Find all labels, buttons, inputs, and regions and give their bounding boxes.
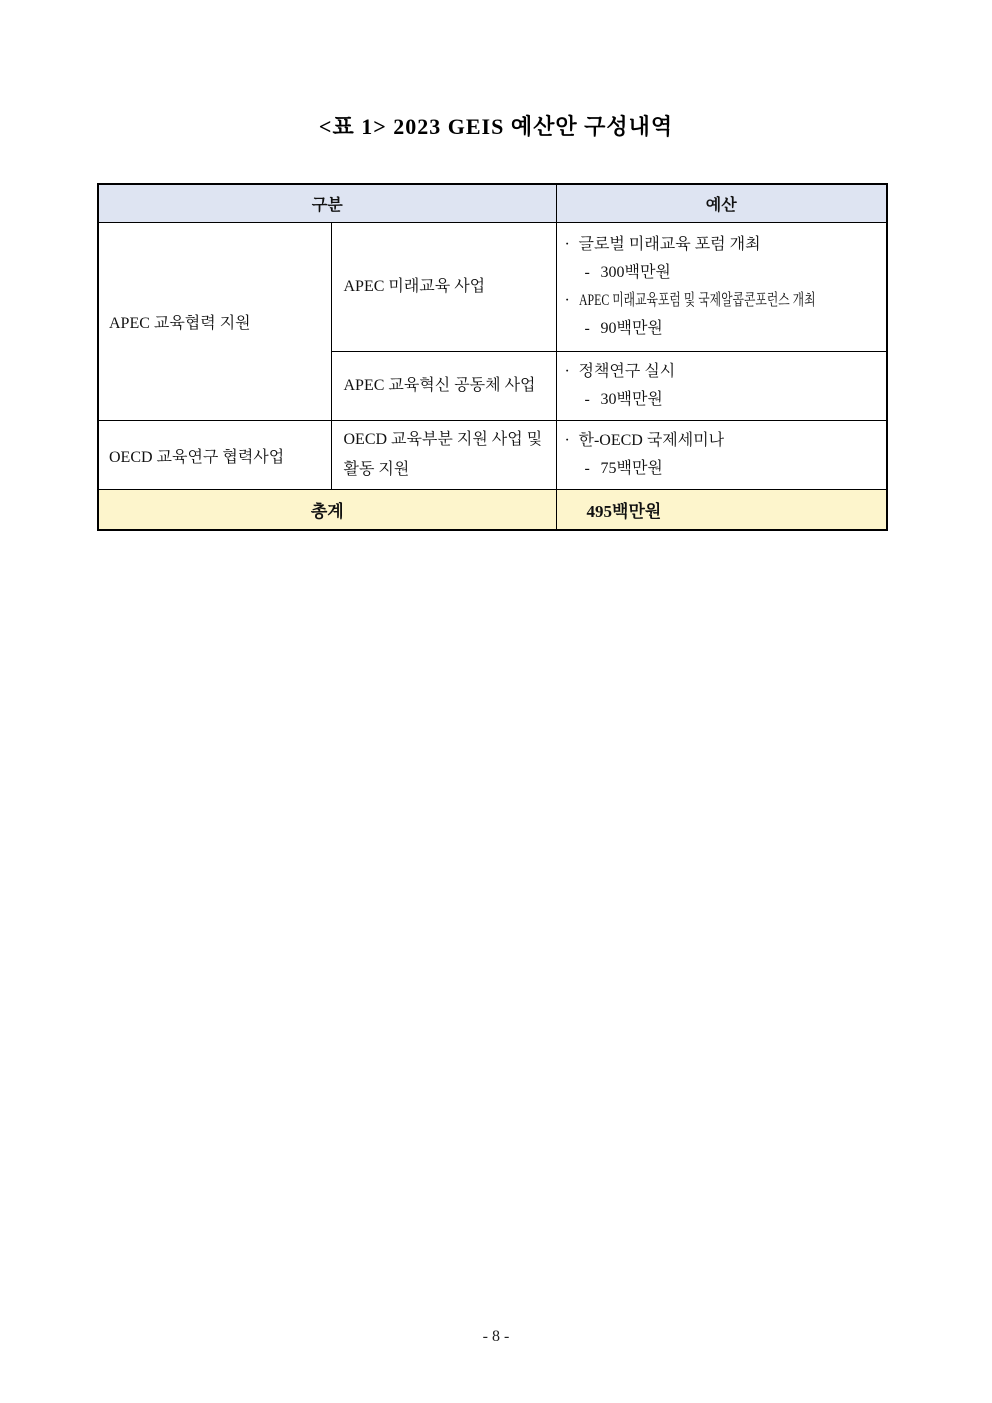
header-budget: 예산 (556, 184, 887, 223)
budget-cell-apec-future-edu (556, 223, 887, 352)
table-caption: <표 1> 2023 GEIS 예산안 구성내역 (318, 114, 674, 139)
budget-line-text: 글로벌 미래교육 포럼 개최 (578, 236, 761, 253)
budget-cell-apec-innovation (556, 352, 887, 421)
bullet-marker: · (564, 432, 570, 449)
budget-line (565, 287, 885, 315)
page-number: - 8 - (482, 1328, 510, 1345)
budget-line-text: 한-OECD 국제세미나 (578, 432, 725, 449)
budget-line (565, 358, 885, 386)
budget-line-text: 30백만원 (600, 391, 663, 408)
dash-marker: - (584, 320, 590, 337)
bullet-marker: · (564, 236, 570, 253)
group-cell-oecd: OECD 교육연구 협력사업 (98, 421, 331, 490)
budget-line (565, 386, 885, 414)
dash-marker: - (584, 460, 590, 477)
program-cell-apec-innovation: APEC 교육혁신 공동체 사업 (331, 352, 556, 421)
bullet-marker: · (564, 292, 570, 309)
budget-line-text: 90백만원 (600, 320, 663, 337)
table-row (98, 421, 887, 490)
budget-line (565, 315, 885, 343)
budget-line (565, 231, 885, 259)
budget-line-text: 정책연구 실시 (578, 363, 676, 380)
budget-line (565, 455, 885, 483)
total-label: 총계 (98, 490, 556, 531)
table-row (98, 223, 887, 352)
budget-line (565, 427, 885, 455)
dash-marker: - (584, 391, 590, 408)
total-row (98, 490, 887, 531)
budget-line-text: 300백만원 (600, 264, 671, 281)
budget-line-text: APEC 미래교육포럼 및 국제알콥콘포런스 개최 (578, 292, 816, 309)
header-category: 구분 (98, 184, 556, 223)
table-header-row (98, 184, 887, 223)
group-cell-apec: APEC 교육협력 지원 (98, 223, 331, 421)
program-cell-oecd-support: OECD 교육부분 지원 사업 및 활동 지원 (331, 421, 556, 490)
bullet-marker: · (564, 363, 570, 380)
total-value: 495백만원 (556, 490, 887, 531)
budget-line-text: 75백만원 (600, 460, 663, 477)
budget-cell-oecd-support (556, 421, 887, 490)
dash-marker: - (584, 264, 590, 281)
program-cell-apec-future-edu: APEC 미래교육 사업 (331, 223, 556, 352)
budget-line (565, 259, 885, 287)
budget-table (97, 183, 888, 531)
